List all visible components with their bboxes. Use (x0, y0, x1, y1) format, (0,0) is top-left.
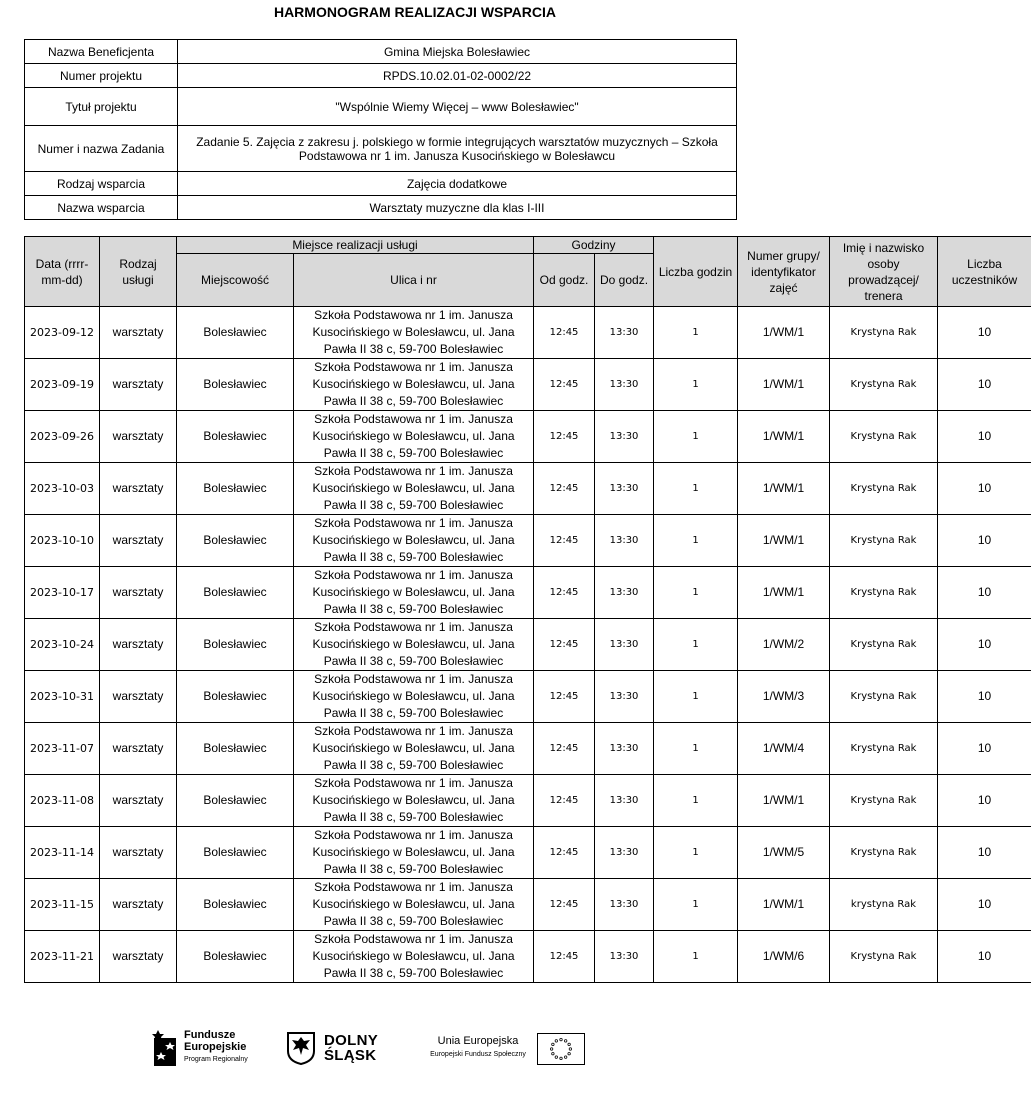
cell-date: 2023-10-03 (25, 463, 100, 515)
info-row (25, 126, 737, 172)
cell-street: Szkoła Podstawowa nr 1 im. Janusza Kusocińskiego w Bolesławcu, ul. Jana Pawła II 38 c, 59-700 Bolesławiec (294, 307, 534, 359)
cell-hours: 1 (654, 723, 738, 775)
cell-participants: 10 (938, 411, 1031, 463)
cell-to: 13:30 (595, 619, 654, 671)
cell-group: 1/WM/1 (738, 775, 830, 827)
cell-to: 13:30 (595, 307, 654, 359)
table-row (25, 359, 1031, 411)
cell-participants: 10 (938, 619, 1031, 671)
ds-line2: ŚLĄSK (324, 1047, 377, 1064)
cell-hours: 1 (654, 359, 738, 411)
cell-date: 2023-11-15 (25, 879, 100, 931)
cell-city: Bolesławiec (177, 671, 294, 723)
cell-type: warsztaty (100, 671, 177, 723)
cell-type: warsztaty (100, 515, 177, 567)
cell-hours: 1 (654, 931, 738, 983)
table-row (25, 879, 1031, 931)
cell-street: Szkoła Podstawowa nr 1 im. Janusza Kusocińskiego w Bolesławcu, ul. Jana Pawła II 38 c, 59-700 Bolesławiec (294, 671, 534, 723)
cell-trainer: Krystyna Rak (830, 515, 938, 567)
cell-from: 12:45 (534, 619, 595, 671)
cell-group: 1/WM/1 (738, 879, 830, 931)
cell-hours: 1 (654, 671, 738, 723)
cell-hours: 1 (654, 775, 738, 827)
cell-city: Bolesławiec (177, 827, 294, 879)
cell-participants: 10 (938, 671, 1031, 723)
cell-street: Szkoła Podstawowa nr 1 im. Janusza Kusocińskiego w Bolesławcu, ul. Jana Pawła II 38 c, 59-700 Bolesławiec (294, 931, 534, 983)
header-city: Miejscowość (177, 254, 294, 307)
cell-date: 2023-10-17 (25, 567, 100, 619)
info-value: Zajęcia dodatkowe (178, 172, 737, 196)
cell-from: 12:45 (534, 827, 595, 879)
cell-hours: 1 (654, 827, 738, 879)
table-row (25, 619, 1031, 671)
cell-trainer: krystyna Rak (830, 879, 938, 931)
cell-type: warsztaty (100, 775, 177, 827)
info-row (25, 64, 737, 88)
logos-bar (150, 1025, 600, 1073)
cell-hours: 1 (654, 307, 738, 359)
cell-city: Bolesławiec (177, 567, 294, 619)
cell-participants: 10 (938, 723, 1031, 775)
cell-date: 2023-11-14 (25, 827, 100, 879)
cell-trainer: Krystyna Rak (830, 827, 938, 879)
cell-type: warsztaty (100, 931, 177, 983)
table-row (25, 775, 1031, 827)
eu-star-icon (568, 1043, 570, 1045)
cell-to: 13:30 (595, 359, 654, 411)
info-value: RPDS.10.02.01-02-0002/22 (178, 64, 737, 88)
cell-group: 1/WM/1 (738, 411, 830, 463)
cell-group: 1/WM/2 (738, 619, 830, 671)
cell-participants: 10 (938, 931, 1031, 983)
info-label: Nazwa Beneficjenta (25, 40, 178, 64)
info-table (24, 39, 737, 220)
cell-date: 2023-09-26 (25, 411, 100, 463)
cell-street: Szkoła Podstawowa nr 1 im. Janusza Kusocińskiego w Bolesławcu, ul. Jana Pawła II 38 c, 59-700 Bolesławiec (294, 723, 534, 775)
eu-star-icon (564, 1056, 566, 1058)
fe-sub: Program Regionalny (184, 1056, 248, 1063)
cell-participants: 10 (938, 775, 1031, 827)
eu-star-icon (552, 1052, 554, 1054)
table-row (25, 723, 1031, 775)
cell-type: warsztaty (100, 411, 177, 463)
eu-star-icon (564, 1040, 566, 1042)
cell-participants: 10 (938, 463, 1031, 515)
cell-street: Szkoła Podstawowa nr 1 im. Janusza Kusocińskiego w Bolesławcu, ul. Jana Pawła II 38 c, 59-700 Bolesławiec (294, 463, 534, 515)
cell-from: 12:45 (534, 567, 595, 619)
cell-hours: 1 (654, 515, 738, 567)
cell-type: warsztaty (100, 879, 177, 931)
cell-to: 13:30 (595, 879, 654, 931)
cell-trainer: Krystyna Rak (830, 567, 938, 619)
cell-date: 2023-10-24 (25, 619, 100, 671)
table-row (25, 671, 1031, 723)
cell-group: 1/WM/4 (738, 723, 830, 775)
cell-from: 12:45 (534, 359, 595, 411)
table-row (25, 411, 1031, 463)
cell-street: Szkoła Podstawowa nr 1 im. Janusza Kusocińskiego w Bolesławcu, ul. Jana Pawła II 38 c, 59-700 Bolesławiec (294, 567, 534, 619)
cell-type: warsztaty (100, 723, 177, 775)
cell-date: 2023-11-21 (25, 931, 100, 983)
cell-date: 2023-10-10 (25, 515, 100, 567)
cell-date: 2023-11-07 (25, 723, 100, 775)
eu-star-icon (555, 1056, 557, 1058)
cell-hours: 1 (654, 619, 738, 671)
cell-trainer: Krystyna Rak (830, 463, 938, 515)
info-value: Zadanie 5. Zajęcia z zakresu j. polskiego w formie integrujących warsztatów muzycznych – Szkoła Podstawowa nr 1 im. Janusza Kusocińskiego w Bolesławcu (178, 126, 737, 172)
info-row (25, 172, 737, 196)
cell-group: 1/WM/5 (738, 827, 830, 879)
eu-star-icon (569, 1048, 571, 1050)
cell-trainer: Krystyna Rak (830, 723, 938, 775)
cell-group: 1/WM/1 (738, 567, 830, 619)
cell-to: 13:30 (595, 463, 654, 515)
cell-trainer: Krystyna Rak (830, 775, 938, 827)
header-place: Miejsce realizacji usługi (177, 237, 534, 254)
info-row (25, 196, 737, 220)
cell-group: 1/WM/1 (738, 463, 830, 515)
info-label: Tytuł projektu (25, 88, 178, 126)
cell-from: 12:45 (534, 879, 595, 931)
cell-from: 12:45 (534, 931, 595, 983)
info-label: Nazwa wsparcia (25, 196, 178, 220)
info-label: Numer projektu (25, 64, 178, 88)
cell-from: 12:45 (534, 463, 595, 515)
fe-stars-icon (152, 1028, 178, 1068)
cell-city: Bolesławiec (177, 879, 294, 931)
cell-to: 13:30 (595, 567, 654, 619)
cell-participants: 10 (938, 307, 1031, 359)
eagle-crest-icon (286, 1031, 316, 1065)
info-label: Rodzaj wsparcia (25, 172, 178, 196)
ue-sub: Europejski Fundusz Społeczny (430, 1051, 526, 1058)
cell-trainer: Krystyna Rak (830, 931, 938, 983)
cell-city: Bolesławiec (177, 619, 294, 671)
cell-to: 13:30 (595, 827, 654, 879)
cell-street: Szkoła Podstawowa nr 1 im. Janusza Kusocińskiego w Bolesławcu, ul. Jana Pawła II 38 c, 59-700 Bolesławiec (294, 619, 534, 671)
eu-star-icon (560, 1057, 562, 1059)
cell-trainer: Krystyna Rak (830, 307, 938, 359)
eu-star-icon (550, 1048, 552, 1050)
unia-europejska-logo (422, 1031, 587, 1067)
cell-city: Bolesławiec (177, 411, 294, 463)
cell-type: warsztaty (100, 827, 177, 879)
cell-hours: 1 (654, 411, 738, 463)
fundusze-europejskie-logo (150, 1025, 270, 1071)
info-value: "Wspólnie Wiemy Więcej – www Bolesławiec" (178, 88, 737, 126)
cell-trainer: Krystyna Rak (830, 411, 938, 463)
cell-street: Szkoła Podstawowa nr 1 im. Janusza Kusocińskiego w Bolesławcu, ul. Jana Pawła II 38 c, 59-700 Bolesławiec (294, 515, 534, 567)
header-from: Od godz. (534, 254, 595, 307)
cell-participants: 10 (938, 827, 1031, 879)
cell-group: 1/WM/1 (738, 307, 830, 359)
eu-star-icon (568, 1052, 570, 1054)
eu-star-icon (552, 1043, 554, 1045)
cell-city: Bolesławiec (177, 775, 294, 827)
ue-name: Unia Europejska (437, 1035, 519, 1047)
table-row (25, 307, 1031, 359)
cell-street: Szkoła Podstawowa nr 1 im. Janusza Kusocińskiego w Bolesławcu, ul. Jana Pawła II 38 c, 59-700 Bolesławiec (294, 411, 534, 463)
ds-line1: DOLNY (324, 1032, 378, 1049)
cell-trainer: Krystyna Rak (830, 619, 938, 671)
cell-hours: 1 (654, 463, 738, 515)
cell-group: 1/WM/3 (738, 671, 830, 723)
cell-to: 13:30 (595, 515, 654, 567)
cell-from: 12:45 (534, 723, 595, 775)
fe-line1: Fundusze (184, 1029, 236, 1041)
cell-to: 13:30 (595, 931, 654, 983)
header-participants: Liczba uczestników (938, 237, 1031, 307)
cell-trainer: Krystyna Rak (830, 671, 938, 723)
cell-from: 12:45 (534, 307, 595, 359)
cell-city: Bolesławiec (177, 359, 294, 411)
table-row (25, 463, 1031, 515)
cell-hours: 1 (654, 567, 738, 619)
cell-participants: 10 (938, 879, 1031, 931)
cell-city: Bolesławiec (177, 931, 294, 983)
cell-group: 1/WM/1 (738, 515, 830, 567)
cell-type: warsztaty (100, 307, 177, 359)
cell-type: warsztaty (100, 463, 177, 515)
cell-from: 12:45 (534, 515, 595, 567)
cell-type: warsztaty (100, 619, 177, 671)
info-value: Gmina Miejska Bolesławiec (178, 40, 737, 64)
table-row (25, 567, 1031, 619)
info-label: Numer i nazwa Zadania (25, 126, 178, 172)
cell-city: Bolesławiec (177, 463, 294, 515)
table-row (25, 827, 1031, 879)
fe-line2: Europejskie (184, 1041, 247, 1053)
cell-to: 13:30 (595, 775, 654, 827)
cell-city: Bolesławiec (177, 307, 294, 359)
cell-date: 2023-10-31 (25, 671, 100, 723)
page-title: HARMONOGRAM REALIZACJI WSPARCIA (273, 4, 557, 20)
header-count-hours: Liczba godzin (654, 237, 738, 307)
cell-from: 12:45 (534, 671, 595, 723)
eu-star-icon (560, 1038, 562, 1040)
info-row (25, 40, 737, 64)
cell-trainer: Krystyna Rak (830, 359, 938, 411)
eu-flag-icon (537, 1033, 585, 1065)
cell-from: 12:45 (534, 775, 595, 827)
eu-star-icon (555, 1040, 557, 1042)
cell-group: 1/WM/1 (738, 359, 830, 411)
cell-participants: 10 (938, 567, 1031, 619)
cell-to: 13:30 (595, 723, 654, 775)
cell-to: 13:30 (595, 411, 654, 463)
header-group: Numer grupy/ identyfikator zajęć (738, 237, 830, 307)
cell-hours: 1 (654, 879, 738, 931)
cell-participants: 10 (938, 359, 1031, 411)
header-trainer: Imię i nazwisko osoby prowadzącej/ trenera (830, 237, 938, 307)
header-date: Data (rrrr-mm-dd) (25, 237, 100, 307)
cell-group: 1/WM/6 (738, 931, 830, 983)
header-to: Do godz. (595, 254, 654, 307)
table-row (25, 515, 1031, 567)
cell-type: warsztaty (100, 567, 177, 619)
cell-street: Szkoła Podstawowa nr 1 im. Janusza Kusocińskiego w Bolesławcu, ul. Jana Pawła II 38 c, 59-700 Bolesławiec (294, 775, 534, 827)
header-type: Rodzaj usługi (100, 237, 177, 307)
dolny-slask-logo (286, 1031, 396, 1067)
cell-participants: 10 (938, 515, 1031, 567)
cell-city: Bolesławiec (177, 515, 294, 567)
header-street: Ulica i nr (294, 254, 534, 307)
table-row (25, 931, 1031, 983)
cell-to: 13:30 (595, 671, 654, 723)
cell-street: Szkoła Podstawowa nr 1 im. Janusza Kusocińskiego w Bolesławcu, ul. Jana Pawła II 38 c, 59-700 Bolesławiec (294, 827, 534, 879)
cell-street: Szkoła Podstawowa nr 1 im. Janusza Kusocińskiego w Bolesławcu, ul. Jana Pawła II 38 c, 59-700 Bolesławiec (294, 359, 534, 411)
cell-city: Bolesławiec (177, 723, 294, 775)
cell-date: 2023-11-08 (25, 775, 100, 827)
info-value: Warsztaty muzyczne dla klas I-III (178, 196, 737, 220)
cell-date: 2023-09-12 (25, 307, 100, 359)
cell-date: 2023-09-19 (25, 359, 100, 411)
schedule-table (24, 236, 1031, 983)
cell-type: warsztaty (100, 359, 177, 411)
cell-street: Szkoła Podstawowa nr 1 im. Janusza Kusocińskiego w Bolesławcu, ul. Jana Pawła II 38 c, 59-700 Bolesławiec (294, 879, 534, 931)
info-row (25, 88, 737, 126)
cell-from: 12:45 (534, 411, 595, 463)
header-hours: Godziny (534, 237, 654, 254)
